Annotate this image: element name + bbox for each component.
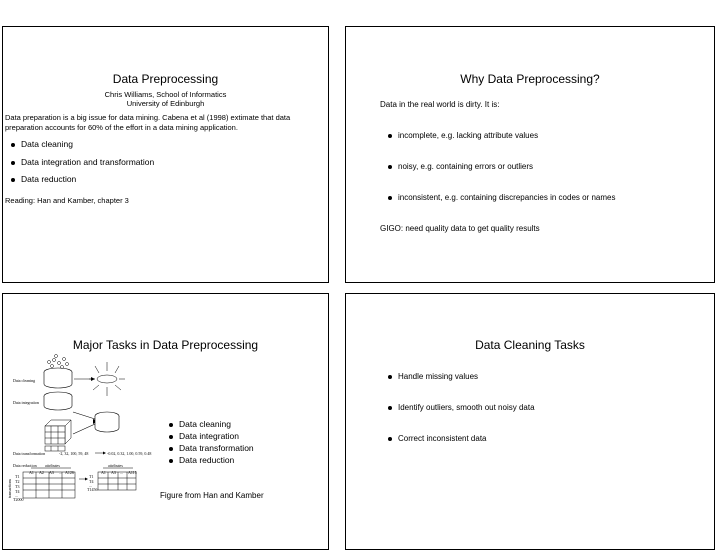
- col-header: A2: [39, 470, 44, 475]
- row-label: T2: [15, 479, 20, 484]
- gigo-note: GIGO: need quality data to get quality results: [380, 224, 540, 233]
- transform-from-values: -2, 32, 100, 59, 48: [59, 451, 89, 456]
- reading-note: Reading: Han and Kamber, chapter 3: [5, 196, 129, 205]
- row-label: T4: [89, 479, 94, 484]
- figure-label-cleaning: Data cleaning: [13, 378, 36, 383]
- row-label: T1: [15, 474, 20, 479]
- author: Chris Williams, School of Informatics: [104, 90, 227, 99]
- row-label: T4: [15, 489, 20, 494]
- transactions-label: transactions: [7, 478, 12, 498]
- bullet-item: Identify outliers, smooth out noisy data: [388, 403, 535, 412]
- slide-title: Data Cleaning Tasks: [475, 338, 585, 352]
- row-label: T2000: [13, 497, 24, 502]
- figure-label-reduction: Data reduction: [13, 463, 37, 468]
- bullet-item: noisy, e.g. containing errors or outliers: [388, 162, 533, 171]
- row-label: ...: [89, 483, 92, 488]
- cleaning-cylinder-icon: [44, 355, 72, 389]
- small-grid-icon: [45, 446, 65, 451]
- integration-cylinder-icon: [44, 392, 72, 410]
- row-label: ...: [15, 493, 18, 498]
- figure-label-integration: Data integration: [13, 400, 39, 405]
- bullet-item: incomplete, e.g. lacking attribute values: [388, 131, 538, 140]
- row-label: T1: [89, 474, 94, 479]
- bullet-item: Data reduction: [169, 455, 234, 465]
- slide-data-cleaning-tasks: [345, 293, 715, 550]
- attributes-label-left: attributes: [45, 463, 60, 468]
- col-header: A126: [65, 470, 74, 475]
- bullet-item: Correct inconsistent data: [388, 434, 487, 443]
- slide-major-tasks: [2, 293, 329, 550]
- figure-label-transformation: Data transformation: [13, 451, 46, 456]
- col-header: A3: [49, 470, 54, 475]
- bullet-item: Data integration: [169, 431, 239, 441]
- col-header: A1: [101, 470, 106, 475]
- col-header: ...: [120, 470, 123, 475]
- data-cube-icon: [45, 420, 71, 444]
- figure-caption: Figure from Han and Kamber: [160, 491, 264, 500]
- integrated-cylinder-icon: [95, 412, 119, 432]
- intro-text: Data in the real world is dirty. It is:: [380, 100, 500, 109]
- slide-data-preprocessing: [2, 26, 329, 283]
- intro-text: Data preparation is a big issue for data mining. Cabena et al (1998) extimate that data preparation accounts for 60% of the effort in a data mining application.: [5, 113, 291, 132]
- figure-graphics: [3, 354, 163, 514]
- row-label: T3: [15, 484, 20, 489]
- bullet-item: inconsistent, e.g. containing discrepancies in codes or names: [388, 193, 615, 202]
- attributes-label-right: attributes: [108, 463, 123, 468]
- row-label: T1456: [87, 487, 98, 492]
- transform-to-values: -0.02, 0.32, 1.00, 0.59, 0.48: [107, 451, 152, 456]
- bullet-item: Handle missing values: [388, 372, 478, 381]
- slide-title: Why Data Preprocessing?: [460, 72, 600, 86]
- col-header: ...: [59, 470, 62, 475]
- clean-data-burst-icon: [89, 362, 125, 396]
- slide-why-preprocessing: [345, 26, 715, 283]
- slide-title: Data Preprocessing: [112, 72, 219, 86]
- bullet-item: Data integration and transformation: [11, 157, 154, 167]
- affiliation: University of Edinburgh: [126, 99, 205, 108]
- bullet-item: Data cleaning: [169, 419, 231, 429]
- col-header: A115: [128, 470, 137, 475]
- col-header: A1: [29, 470, 34, 475]
- bullet-item: Data transformation: [169, 443, 254, 453]
- bullet-item: Data cleaning: [11, 139, 73, 149]
- bullet-item: Data reduction: [11, 174, 76, 184]
- slide-title: Major Tasks in Data Preprocessing: [72, 338, 259, 352]
- col-header: A3: [111, 470, 116, 475]
